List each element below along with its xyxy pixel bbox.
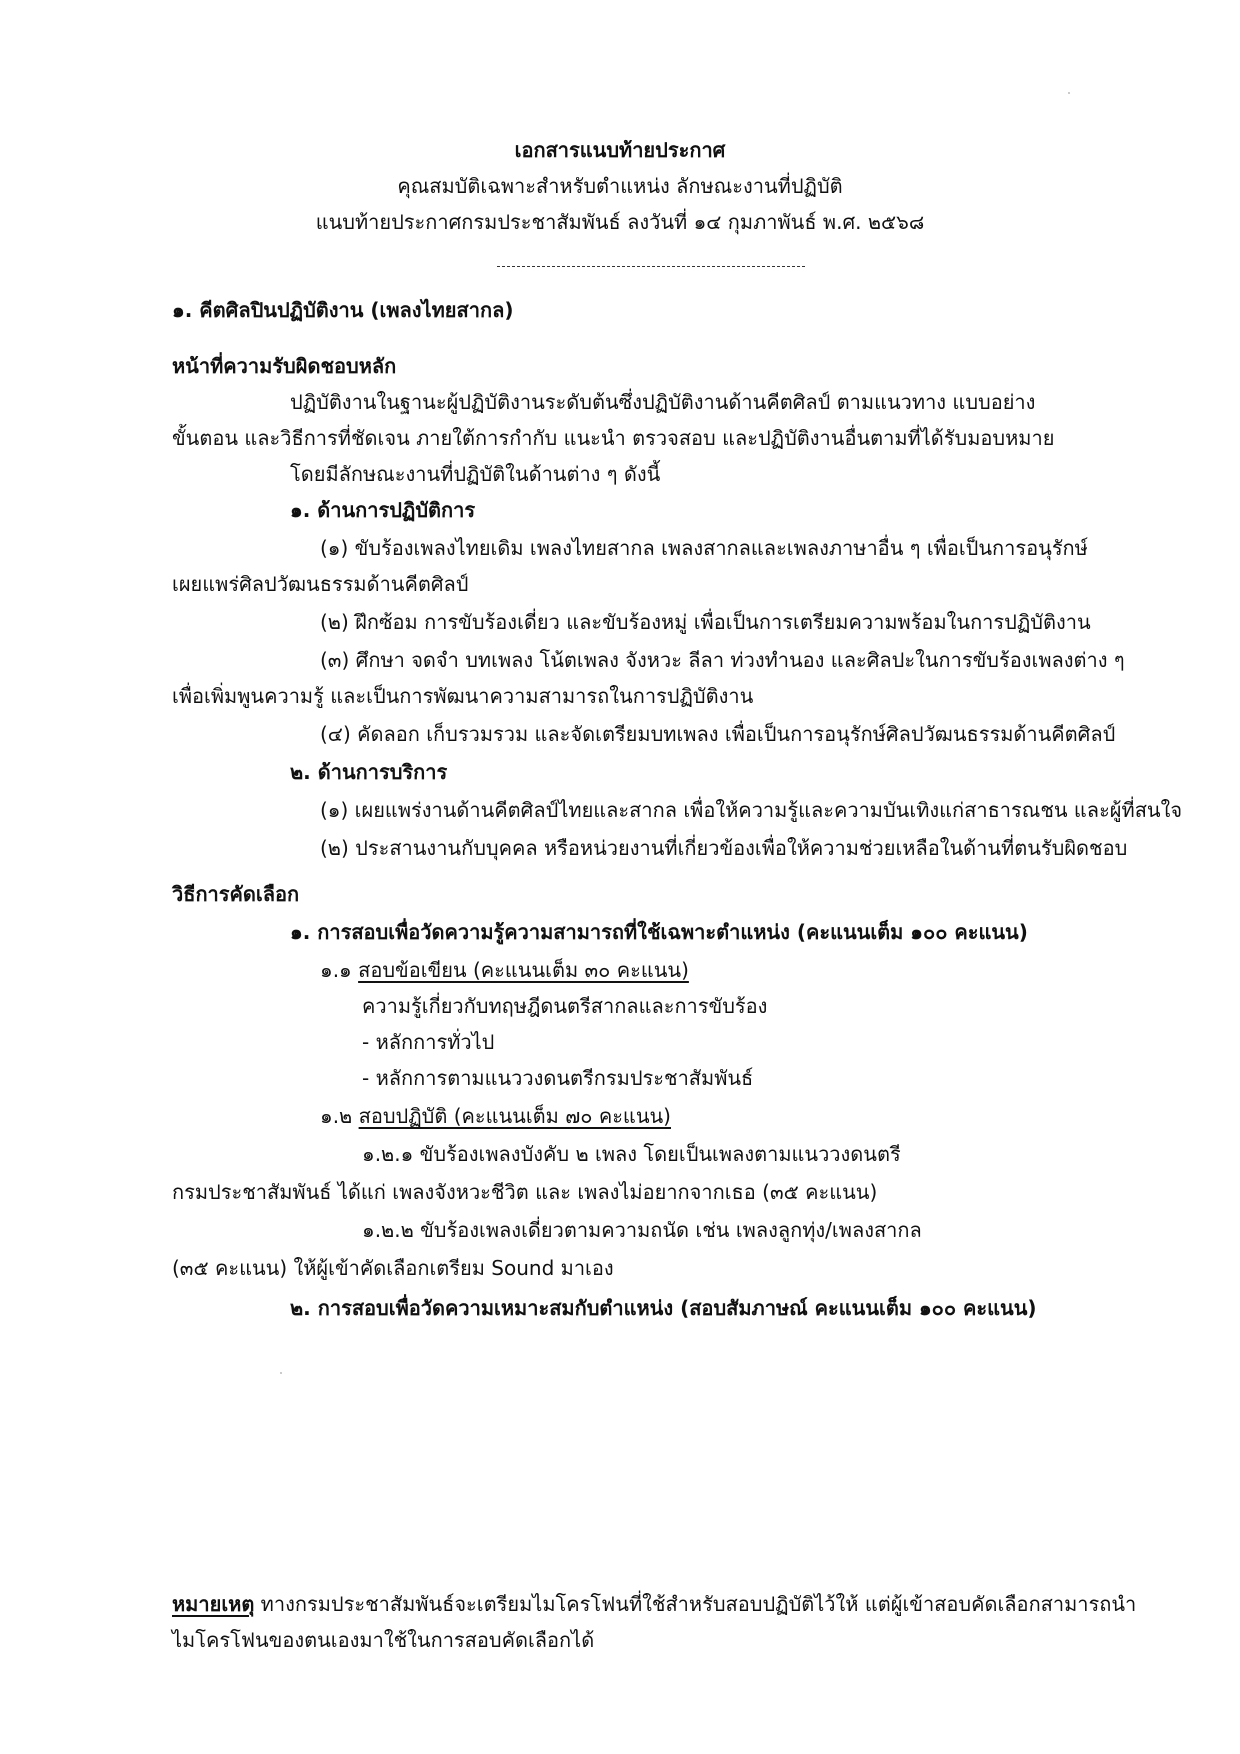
practical-item-2-line-2: (๓๕ คะแนน) ให้ผู้เข้าคัดเลือกเตรียม Sound มาเอง bbox=[172, 1256, 614, 1280]
exam-1-heading: ๑. การสอบเพื่อวัดความรู้ความสามารถที่ใช้เฉพาะตำแหน่ง (คะแนนเต็ม ๑๐๐ คะแนน) bbox=[290, 920, 1028, 944]
operations-item-1-line-2: เผยแพร่ศิลปวัฒนธรรมด้านคีตศิลป์ bbox=[172, 572, 469, 596]
operations-item-2: (๒) ฝึกซ้อม การขับร้องเดี่ยว และขับร้องหมู่ เพื่อเป็นการเตรียมความพร้อมในการปฏิบัติงาน bbox=[320, 610, 1091, 634]
practical-exam-heading bbox=[320, 1102, 671, 1130]
note-label: หมายเหตุ bbox=[172, 1592, 255, 1616]
duties-heading: หน้าที่ความรับผิดชอบหลัก bbox=[172, 354, 397, 378]
selection-heading: วิธีการคัดเลือก bbox=[172, 882, 300, 906]
duties-intro-line-2: ขั้นตอน และวิธีการที่ชัดเจน ภายใต้การกำกับ แนะนำ ตรวจสอบ และปฏิบัติงานอื่นตามที่ได้รับมอบหมาย bbox=[172, 426, 1055, 450]
title-divider bbox=[497, 266, 805, 267]
note-line-2: ไมโครโฟนของตนเองมาใช้ในการสอบคัดเลือกได้ bbox=[172, 1628, 595, 1652]
written-exam-bullet-2: - หลักการตามแนววงดนตรีกรมประชาสัมพันธ์ bbox=[362, 1066, 754, 1090]
practical-exam-label: สอบปฏิบัติ (คะแนนเต็ม ๗๐ คะแนน) bbox=[358, 1104, 671, 1128]
operations-item-3-line-1: (๓) ศึกษา จดจำ บทเพลง โน้ตเพลง จังหวะ ลีลา ท่วงทำนอง และศิลปะในการขับร้องเพลงต่าง ๆ bbox=[320, 648, 1125, 672]
written-exam-heading bbox=[320, 956, 689, 984]
announcement-reference: แนบท้ายประกาศกรมประชาสัมพันธ์ ลงวันที่ ๑๔ กุมภาพันธ์ พ.ศ. ๒๕๖๘ bbox=[315, 210, 925, 234]
practical-item-2-line-1: ๑.๒.๒ ขับร้องเพลงเดี่ยวตามความถนัด เช่น เพลงลูกทุ่ง/เพลงสากล bbox=[362, 1218, 922, 1242]
duties-intro-line-1: ปฏิบัติงานในฐานะผู้ปฏิบัติงานระดับต้นซึ่งปฏิบัติงานด้านคีตศิลป์ ตามแนวทาง แบบอย่าง bbox=[290, 390, 1036, 414]
note-line-1 bbox=[172, 1590, 1136, 1618]
written-exam-bullet-1: - หลักการทั่วไป bbox=[362, 1030, 495, 1054]
written-exam-label: สอบข้อเขียน (คะแนนเต็ม ๓๐ คะแนน) bbox=[358, 958, 689, 982]
exam-2-heading: ๒. การสอบเพื่อวัดความเหมาะสมกับตำแหน่ง (สอบสัมภาษณ์ คะแนนเต็ม ๑๐๐ คะแนน) bbox=[290, 1296, 1037, 1320]
operations-item-1-line-1: (๑) ขับร้องเพลงไทยเดิม เพลงไทยสากล เพลงสากลและเพลงภาษาอื่น ๆ เพื่อเป็นการอนุรักษ์ bbox=[320, 536, 1088, 560]
written-exam-topic: ความรู้เกี่ยวกับทฤษฎีดนตรีสากลและการขับร้อง bbox=[362, 994, 768, 1018]
document-title: เอกสารแนบท้ายประกาศ bbox=[514, 138, 726, 162]
service-heading: ๒. ด้านการบริการ bbox=[290, 760, 448, 784]
operations-item-3-line-2: เพื่อเพิ่มพูนความรู้ และเป็นการพัฒนาความสามารถในการปฏิบัติงาน bbox=[172, 684, 754, 708]
document-subtitle: คุณสมบัติเฉพาะสำหรับตำแหน่ง ลักษณะงานที่ปฏิบัติ bbox=[397, 174, 843, 198]
practical-item-1-line-1: ๑.๒.๑ ขับร้องเพลงบังคับ ๒ เพลง โดยเป็นเพลงตามแนววงดนตรี bbox=[362, 1142, 901, 1166]
service-item-2: (๒) ประสานงานกับบุคคล หรือหน่วยงานที่เกี่ยวข้องเพื่อให้ความช่วยเหลือในด้านที่ตนรับผิดชอบ bbox=[320, 836, 1128, 860]
written-exam-number: ๑.๑ bbox=[320, 958, 352, 982]
position-heading: ๑. คีตศิลปินปฏิบัติงาน (เพลงไทยสากล) bbox=[172, 298, 514, 322]
note-text-1: ทางกรมประชาสัมพันธ์จะเตรียมไมโครโฟนที่ใช้สำหรับสอบปฏิบัติไว้ให้ แต่ผู้เข้าสอบคัดเลือกสามารถนำ bbox=[254, 1592, 1137, 1616]
scan-speck bbox=[1068, 92, 1070, 94]
operations-heading: ๑. ด้านการปฏิบัติการ bbox=[290, 498, 476, 522]
practical-exam-number: ๑.๒ bbox=[320, 1104, 353, 1128]
duties-intro-line-3: โดยมีลักษณะงานที่ปฏิบัติในด้านต่าง ๆ ดังนี้ bbox=[290, 462, 661, 486]
service-item-1: (๑) เผยแพร่งานด้านคีตศิลป์ไทยและสากล เพื่อให้ความรู้และความบันเทิงแก่สาธารณชน และผู้ที่สนใจ bbox=[320, 798, 1183, 822]
operations-item-4: (๔) คัดลอก เก็บรวมรวม และจัดเตรียมบทเพลง เพื่อเป็นการอนุรักษ์ศิลปวัฒนธรรมด้านคีตศิลป์ bbox=[320, 722, 1116, 746]
practical-item-1-line-2: กรมประชาสัมพันธ์ ได้แก่ เพลงจังหวะชีวิต และ เพลงไม่อยากจากเธอ (๓๕ คะแนน) bbox=[172, 1180, 878, 1204]
scan-speck bbox=[280, 1372, 282, 1374]
